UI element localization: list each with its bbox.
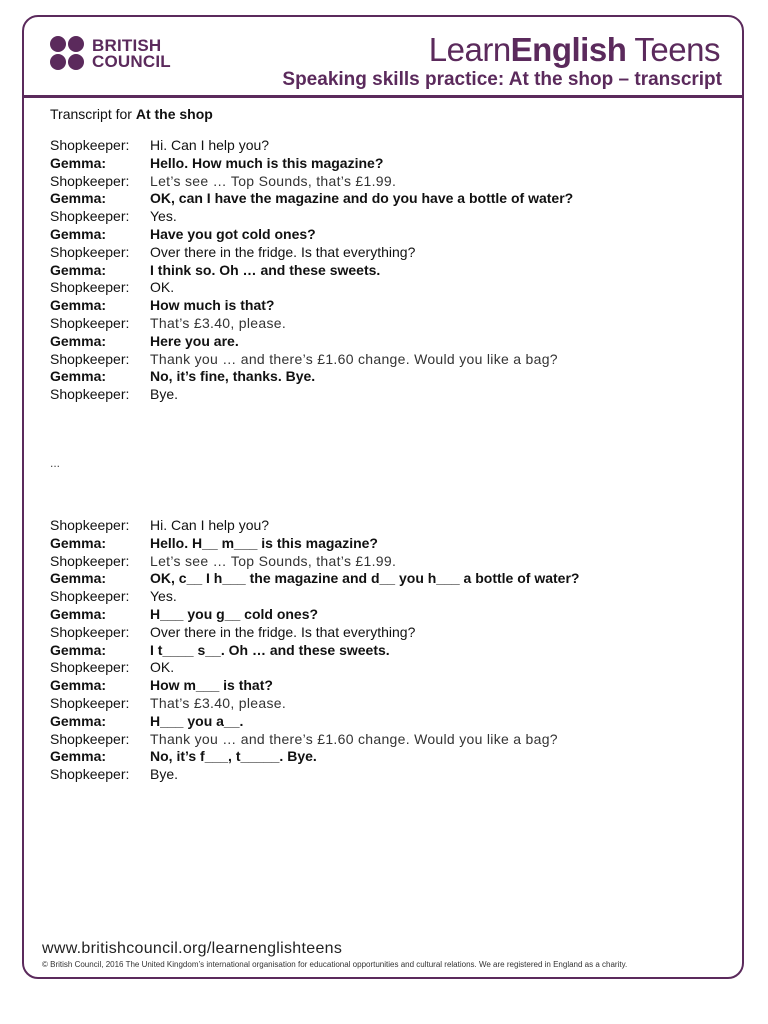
utterance-text: Hello. H__ m___ is this magazine? [150, 534, 378, 551]
speaker-label: Gemma: [50, 677, 107, 694]
utterance-text: Bye. [150, 766, 179, 783]
logo-line1: BRITISH [92, 36, 162, 55]
brand-learn: Learn [428, 31, 511, 68]
speaker-label: Gemma: [50, 297, 107, 314]
utterance-text: Hi. Can I help you? [150, 517, 270, 533]
speaker-label: Shopkeeper: [50, 730, 130, 747]
utterance-text: H___ you g__ cold ones? [150, 605, 319, 622]
intro-prefix: Transcript for [50, 106, 136, 122]
utterance-text: Bye. [150, 386, 179, 403]
utterance-text: Hello. How much is this magazine? [150, 154, 384, 171]
utterance-text: Over there in the fridge. Is that everything? [150, 623, 416, 640]
dialogue-line [50, 624, 730, 642]
speaker-label: Gemma: [50, 748, 107, 765]
speaker-label: Shopkeeper: [50, 386, 130, 403]
footer-copyright: © British Council, 2016 The United Kingdom’s international organisation for educational opportunities and cultural relations. We are registered in England as a charity. [42, 960, 628, 969]
dialogue-line [50, 351, 730, 369]
speaker-label: Gemma: [50, 368, 107, 385]
dialogue-full [50, 137, 730, 404]
document-title: Speaking skills practice: At the shop – transcript [282, 69, 722, 90]
utterance-text: Let’s see … Top Sounds, that’s £1.99. [150, 552, 397, 569]
dialogue-line [50, 748, 730, 766]
brand-english: English [510, 31, 627, 68]
speaker-label: Gemma: [50, 332, 107, 349]
header-divider [22, 95, 744, 98]
dialogue-line [50, 208, 730, 226]
speaker-label: Shopkeeper: [50, 659, 130, 676]
dialogue-line [50, 695, 730, 713]
utterance-text: OK, can I have the magazine and do you have a bottle of water? [150, 190, 574, 207]
utterance-text: I t____ s__. Oh … and these sweets. [150, 641, 390, 658]
utterance-text: No, it’s f___, t_____. Bye. [150, 748, 317, 765]
speaker-label: Shopkeeper: [50, 766, 130, 783]
utterance-text: How m___ is that? [150, 677, 273, 694]
speaker-label: Shopkeeper: [50, 623, 130, 640]
utterance-text: How much is that? [150, 297, 275, 314]
utterance-text: Let’s see … Top Sounds, that’s £1.99. [150, 172, 397, 189]
speaker-label: Gemma: [50, 190, 107, 207]
dialogue-line [50, 588, 730, 606]
speaker-label: Shopkeeper: [50, 517, 130, 533]
section-separator: ... [50, 456, 61, 470]
speaker-label: Gemma: [50, 154, 107, 171]
logo-text [92, 38, 171, 70]
speaker-label: Gemma: [50, 225, 107, 242]
speaker-label: Gemma: [50, 570, 107, 587]
dialogue-line [50, 368, 730, 386]
speaker-label: Gemma: [50, 534, 107, 551]
speaker-label: Shopkeeper: [50, 243, 130, 260]
speaker-label: Shopkeeper: [50, 350, 130, 367]
dialogue-line [50, 137, 730, 155]
dialogue-line [50, 659, 730, 677]
brand-teens: Teens [626, 31, 720, 68]
utterance-text: Over there in the fridge. Is that everything? [150, 243, 416, 260]
dialogue-line [50, 553, 730, 571]
speaker-label: Shopkeeper: [50, 172, 130, 189]
speaker-label: Gemma: [50, 641, 107, 658]
utterance-text: OK. [150, 279, 175, 296]
dialogue-line [50, 386, 730, 404]
transcript-intro [50, 105, 213, 123]
dialogue-line [50, 155, 730, 173]
speaker-label: Shopkeeper: [50, 694, 130, 711]
dialogue-line [50, 677, 730, 695]
speaker-label: Shopkeeper: [50, 588, 130, 605]
utterance-text: Here you are. [150, 332, 239, 349]
dialogue-line [50, 262, 730, 280]
dialogue-line [50, 244, 730, 262]
utterance-text: Hi. Can I help you? [150, 137, 270, 153]
speaker-label: Gemma: [50, 712, 107, 729]
dialogue-line [50, 517, 730, 535]
dialogue-line [50, 731, 730, 749]
utterance-text: Yes. [150, 588, 177, 605]
utterance-text: H___ you a__. [150, 712, 244, 729]
dialogue-line [50, 190, 730, 208]
dialogue-line [50, 535, 730, 553]
dialogue-gapped [50, 517, 730, 784]
speaker-label: Shopkeeper: [50, 279, 130, 296]
dialogue-line [50, 173, 730, 191]
speaker-label: Shopkeeper: [50, 314, 130, 331]
utterance-text: Thank you … and there’s £1.60 change. Would you like a bag? [150, 350, 558, 367]
utterance-text: OK. [150, 659, 175, 676]
dialogue-line [50, 642, 730, 660]
speaker-label: Shopkeeper: [50, 137, 130, 153]
speaker-label: Shopkeeper: [50, 552, 130, 569]
logo-dots-icon [50, 36, 86, 72]
dialogue-line [50, 713, 730, 731]
utterance-text: Thank you … and there’s £1.60 change. Would you like a bag? [150, 730, 558, 747]
utterance-text: I think so. Oh … and these sweets. [150, 261, 381, 278]
utterance-text: Yes. [150, 208, 177, 225]
intro-title: At the shop [135, 106, 213, 122]
dialogue-line [50, 297, 730, 315]
speaker-label: Shopkeeper: [50, 208, 130, 225]
learnenglish-teens-brand [429, 30, 720, 70]
dialogue-line [50, 570, 730, 588]
footer-url: www.britishcouncil.org/learnenglishteens [42, 940, 343, 957]
utterance-text: That’s £3.40, please. [150, 314, 287, 331]
dialogue-line [50, 226, 730, 244]
utterance-text: No, it’s fine, thanks. Bye. [150, 368, 316, 385]
dialogue-line [50, 333, 730, 351]
dialogue-line [50, 766, 730, 784]
dialogue-line [50, 279, 730, 297]
speaker-label: Gemma: [50, 605, 107, 622]
utterance-text: Have you got cold ones? [150, 225, 316, 242]
utterance-text: OK, c__ I h___ the magazine and d__ you h___ a bottle of water? [150, 570, 580, 587]
logo-line2: COUNCIL [92, 52, 171, 71]
dialogue-line [50, 606, 730, 624]
speaker-label: Gemma: [50, 261, 107, 278]
dialogue-line [50, 315, 730, 333]
utterance-text: That’s £3.40, please. [150, 694, 287, 711]
british-council-logo [50, 36, 171, 72]
